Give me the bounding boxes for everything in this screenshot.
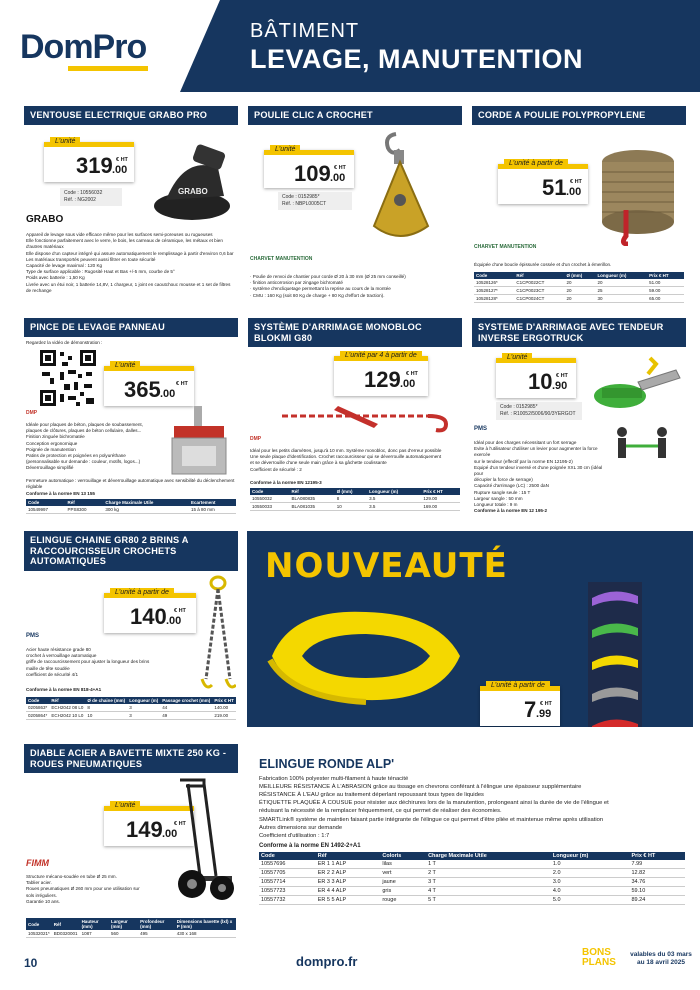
cell: 30 xyxy=(595,295,647,303)
cell: 3.5 xyxy=(367,503,421,511)
cell: 51.00 xyxy=(647,279,684,287)
price-card xyxy=(480,682,560,726)
table-row xyxy=(259,887,685,896)
spec-table xyxy=(26,918,236,938)
price-currency: € HT xyxy=(176,381,188,387)
page-header xyxy=(0,0,700,92)
price-integer: 51 xyxy=(542,175,567,200)
price-cents: .90 xyxy=(552,380,568,392)
panel-clamp-image xyxy=(164,406,234,478)
cell: 1087 xyxy=(80,930,109,938)
product-diable[interactable] xyxy=(24,744,238,944)
table-row xyxy=(474,287,684,295)
cell: BD0320001 xyxy=(53,931,78,936)
price-currency: € HT xyxy=(174,821,186,827)
cell: 4.0 xyxy=(551,887,630,896)
logo-underline xyxy=(68,66,148,71)
table-row xyxy=(26,704,236,712)
product-title: SYSTEME D'ARRIMAGE AVEC TENDEUR INVERSE ERGOTRUCK xyxy=(472,318,686,347)
category-subtitle: BÂTIMENT xyxy=(250,20,360,42)
cell: ER 3 3 ALP xyxy=(316,878,381,887)
cell: BLA080835 xyxy=(289,495,334,503)
cell: 10549997 xyxy=(26,506,66,514)
cell: 10550032 xyxy=(250,495,289,503)
cell: 59.10 xyxy=(630,887,686,896)
price-cents: .00 xyxy=(160,388,176,400)
desc-line: ÉTIQUETTE PLAQUÉE À COUSUE pour résister aux déchirures lors de la manutention, prolongeant ainsi la durée de vie de l'élingue et xyxy=(259,800,609,807)
desc-line: coefficient de sécurité 4/1 xyxy=(26,671,79,677)
cell: 10532021* xyxy=(28,931,50,936)
cell: 20 xyxy=(565,287,596,295)
table-row xyxy=(250,495,460,503)
cell: 15 à 80 mm xyxy=(189,506,236,514)
product-description xyxy=(26,422,162,472)
col-header: Prix € HT xyxy=(421,488,460,495)
logo-area xyxy=(0,0,190,92)
col-header: Longueur (m) xyxy=(551,852,630,860)
cell: 20 xyxy=(565,295,596,303)
price-integer: 149 xyxy=(126,817,163,842)
price-cents: .00 xyxy=(112,164,128,176)
website-link[interactable]: dompro.fr xyxy=(296,954,358,969)
desc-line: Largeur sangle : 50 mm xyxy=(474,495,523,501)
cell: gris xyxy=(380,887,426,896)
cell: 0205864* xyxy=(26,712,49,720)
table-row xyxy=(474,279,684,287)
col-header: Prix € HT xyxy=(212,697,236,704)
cell: ECH2042 08 L0 xyxy=(49,704,85,712)
cell: vert xyxy=(380,869,426,878)
desc-line: SMARTLink® système de maintien faisant partie intégrante de l'élingue ce qui permet d'être pliée et maintenue même après utilisation xyxy=(259,816,604,823)
new-banner-title: NOUVEAUTÉ xyxy=(265,546,508,586)
brand-logo-grabo: GRABO xyxy=(26,214,64,225)
price-card xyxy=(498,160,588,204)
table-row xyxy=(26,930,236,938)
cell: 2.0 xyxy=(551,869,630,878)
price-card xyxy=(496,354,576,398)
ref-text: Réf. : NBPL0005CT xyxy=(282,201,327,207)
price-unit-tag: L'unité xyxy=(110,361,140,370)
col-header: Charge Maximale Utile xyxy=(103,499,189,506)
col-header: Code xyxy=(474,272,514,279)
price-currency: € HT xyxy=(540,701,552,707)
cell: PPS8300 xyxy=(66,506,104,514)
cell: ER 1 1 ALP xyxy=(316,860,381,869)
price-integer: 140 xyxy=(130,604,167,629)
price-integer: 319 xyxy=(76,153,113,178)
desc-line: Fabrication 100% polyester multi-filament à haute ténacité xyxy=(259,776,409,782)
col-header: Longueur (m) xyxy=(595,272,647,279)
col-header: Ø (mm) xyxy=(335,488,367,495)
product-title: DIABLE ACIER A BAVETTE MIXTE 250 KG - ROUES PNEUMATIQUES xyxy=(24,744,238,773)
cell: ER 5 5 ALP xyxy=(316,896,381,905)
rope-coil-image xyxy=(596,140,682,246)
price-card xyxy=(104,589,196,633)
desc-line: Type de surface applicable : Rugosité Haut et Bas +/-5 mm, courbe de 5° xyxy=(26,269,175,275)
cell: 89.24 xyxy=(630,896,686,905)
cell: 25 xyxy=(595,287,647,295)
price-card xyxy=(334,352,428,396)
cell: rouge xyxy=(380,896,426,905)
brand-logo-dmp: DMP xyxy=(250,436,262,442)
desc-line: Evite à l'utilisateur d'utiliser un levier pour augmenter la force exercée xyxy=(474,446,598,458)
cell: lilas xyxy=(380,860,426,869)
product-title: CORDE A POULIE POLYPROPYLENE xyxy=(472,106,686,125)
svg-text:GRABO: GRABO xyxy=(178,187,208,196)
product-elingue-chaine[interactable] xyxy=(24,531,238,739)
brand-logo-dmp: DMP xyxy=(26,410,38,416)
desc-line: Idéale pour plaques de béton, plaques de soubassement, xyxy=(26,422,143,427)
page-title: LEVAGE, MANUTENTION xyxy=(250,44,583,74)
cell: 3 T xyxy=(426,878,551,887)
product-pince[interactable] xyxy=(24,318,238,524)
desc-line: (personnalisable sur demande : couleur, motifs, logos...) xyxy=(26,459,141,465)
norm-text: Conforme à la norme EN 818-4+A1 xyxy=(26,687,102,692)
cell: 65.00 xyxy=(647,295,684,303)
cell: 12.82 xyxy=(630,869,686,878)
price-card xyxy=(264,146,354,188)
brand-logo-charvet: CHARVET MANUTENTION xyxy=(250,256,313,262)
cell: 495 xyxy=(138,930,175,938)
col-header: Charge Maximale Utile xyxy=(426,852,551,860)
col-header: Dimensions bavette (lxl) x P (mm) xyxy=(175,918,236,930)
desc-line: Elle fonctionne parfaitement avec le verre, le bois, les carreaux de céramique, les métaux et bien d'autres matériaux xyxy=(26,238,223,250)
norm-text: Conforme à la norme EN 13 155 xyxy=(26,491,95,496)
color-swatches-image xyxy=(588,582,642,742)
price-unit-tag: L'unité xyxy=(270,145,300,154)
brand-logo-fimm: FIMM xyxy=(26,858,49,868)
spec-table xyxy=(26,499,236,514)
cell: 20 xyxy=(565,279,596,287)
chain-sling-image xyxy=(200,575,236,695)
desc-line: MEILLEURE RÉSISTANCE À L'ABRASION grâce au tissage en chevrons conférant à l'élingue une épaisseur supplémentaire xyxy=(259,784,582,791)
cell: 7.99 xyxy=(630,860,686,869)
col-header: Profondeur (mm) xyxy=(138,918,175,930)
cell: 5 T xyxy=(426,896,551,905)
cell: 129.00 xyxy=(421,495,460,503)
price-card xyxy=(104,362,194,406)
cell: 10557696 xyxy=(259,860,316,869)
cell: 300 kg xyxy=(103,506,189,514)
price-unit-tag: L'unité à partir de xyxy=(486,681,550,690)
new-product-details xyxy=(247,727,693,942)
col-header: Ecartement xyxy=(189,499,236,506)
price-cents: .99 xyxy=(536,708,552,720)
desc-line: Rupture sangle seule : 15 T xyxy=(474,489,531,495)
price-unit-tag: L'unité à partir de xyxy=(110,588,174,597)
page-number: 10 xyxy=(24,956,38,970)
col-header: Prix € HT xyxy=(630,852,686,860)
desc-line: et se déverrouille d'une seule main grâce à sa gâchette coulissante xyxy=(250,460,387,466)
product-description xyxy=(259,775,689,840)
cell: 3 xyxy=(127,704,160,712)
price-currency: € HT xyxy=(174,608,186,614)
product-tendeur[interactable] xyxy=(472,318,686,524)
desc-line: Elle dispose d'un capteur intégré qui assure automatiquement le remplissage à partir d'environ 0,6 bar xyxy=(26,250,234,256)
desc-line: · finition anticorrosion par zingage bichromaté xyxy=(250,280,343,286)
deals-badge: BONS PLANS xyxy=(582,947,616,968)
cell: jaune xyxy=(380,878,426,887)
col-header: Code xyxy=(26,918,52,930)
col-header: Code xyxy=(26,499,66,506)
col-header: Ø de chaine (mm) xyxy=(85,697,127,704)
price-unit-tag: L'unité xyxy=(110,801,140,810)
cell: 59.00 xyxy=(647,287,684,295)
desc-line: Autres dimensions sur demande xyxy=(259,824,343,831)
desc-line: Structure mécano-soudée en tube Ø 25 mm. xyxy=(26,874,117,879)
cell: 140.00 xyxy=(212,704,236,712)
desc-line: griffe de raccourcissement pour ajuster la longueur des brins xyxy=(26,659,150,665)
desc-line: Finition zinguée bichromatée xyxy=(26,434,85,440)
price-unit-tag: L'unité xyxy=(502,353,532,362)
desc-line: Tablier acier. xyxy=(26,880,52,886)
desc-line: Equipé d'un tendeur inversé et d'une poignée XXL 30 cm (idéal pour xyxy=(474,464,603,476)
cell: C1CP0024CT xyxy=(514,295,564,303)
price-integer: 365 xyxy=(124,377,161,402)
product-title: ELINGUE CHAINE GR80 2 BRINS A RACCOURCISSEUR CROCHETS AUTOMATIQUES xyxy=(24,531,238,571)
cell: 34.76 xyxy=(630,878,686,887)
product-title: VENTOUSE ELECTRIQUE GRABO PRO xyxy=(24,106,238,125)
product-description xyxy=(250,448,460,473)
cell: 169.00 xyxy=(421,503,460,511)
desc-line: · CMU : 160 Kg (soit 80 Kg de charge + 80 Kg d'effort de traction). xyxy=(250,292,385,298)
desc-line: Les matériaux transportés peuvent aussi filtrer en toute sécurité xyxy=(26,256,156,262)
desc-line: Roues pneumatiques Ø 260 mm pour une utilisation sur xyxy=(26,886,140,892)
desc-line: Longueur totale : 9 m xyxy=(474,501,518,507)
brand-logo-pms: PMS xyxy=(474,426,488,432)
code-text: Code : 0152985* xyxy=(282,194,320,200)
cell: 8 xyxy=(85,704,127,712)
col-header: Passage crochet (mm) xyxy=(160,697,212,704)
col-header: Longueur (m) xyxy=(367,488,421,495)
price-unit-tag: L'unité par 4 à partir de xyxy=(340,351,422,360)
ratchet-strap-image xyxy=(590,348,682,418)
cell: 10528128* xyxy=(474,295,514,303)
spec-table xyxy=(259,852,685,905)
product-description xyxy=(474,440,606,508)
price-currency: € HT xyxy=(406,371,418,377)
video-label: Regardez la vidéo de démonstration : xyxy=(26,340,103,345)
product-code xyxy=(496,402,582,420)
table-row xyxy=(259,869,685,878)
cell: ER 2 2 ALP xyxy=(316,869,381,878)
price-cents: .00 xyxy=(330,172,346,184)
cell: 8 xyxy=(335,495,367,503)
cell: 0205863* xyxy=(26,704,49,712)
table-row xyxy=(259,896,685,905)
price-integer: 129 xyxy=(364,367,401,392)
cell: 10557705 xyxy=(259,869,316,878)
cell: C1CP0023CT xyxy=(514,287,564,295)
round-sling-image xyxy=(262,590,472,720)
cell: 10557723 xyxy=(259,887,316,896)
desc-line: Poignée de manutention xyxy=(26,446,76,452)
brand-logo-charvet: CHARVET MANUTENTION xyxy=(474,244,537,250)
col-header: Réf xyxy=(316,852,381,860)
price-cents: .00 xyxy=(400,378,416,390)
cell: C1CP0022CT xyxy=(514,279,564,287)
product-ventouse[interactable] xyxy=(24,106,238,314)
cell: 10550033 xyxy=(250,503,289,511)
price-integer: 10 xyxy=(528,369,553,394)
desc-line: Idéal pour les petits diamètres, jusqu'à 10 mm. Système monobloc, donc pas d'erreur possible xyxy=(250,448,442,453)
cell: 44 xyxy=(160,704,212,712)
col-header: Réf xyxy=(52,918,80,930)
cell: 2 T xyxy=(426,869,551,878)
code-text: Code : 10556032 xyxy=(64,190,103,196)
desc-line: Coefficient d'utilisation : 1:7 xyxy=(259,832,330,839)
desc-line: Capacité de levage maximal : 120 Kg xyxy=(26,262,103,268)
desc-line: · Poulie de renvoi de chantier pour corde Ø 20 à 30 mm (Ø 25 mm conseillé) xyxy=(250,274,406,279)
price-integer: 7 xyxy=(524,697,537,722)
cell: 3.5 xyxy=(367,495,421,503)
cell: 10 xyxy=(85,712,127,720)
norm-text: Conforme à la norme EN 12195-3 xyxy=(250,480,322,485)
price-integer: 109 xyxy=(294,161,331,186)
price-cents: .00 xyxy=(166,615,182,627)
product-description-extra: Fermeture automatique : verrouillage et déverrouillage automatique avec sensibilité du déclenchement réglable xyxy=(26,478,235,490)
usage-diagram-image xyxy=(608,422,682,472)
product-blokmi[interactable] xyxy=(248,318,462,524)
price-currency: € HT xyxy=(116,157,128,163)
desc-line: Idéal pour des charges nécessitant un fort serrage xyxy=(474,440,577,445)
cell: 5.0 xyxy=(551,896,630,905)
spec-table xyxy=(474,272,684,303)
price-unit-tag: L'unité à partir de xyxy=(504,159,568,168)
desc-line: Patins de protection et poignées en polyuréthane xyxy=(26,452,126,458)
spec-table xyxy=(26,697,236,720)
product-description xyxy=(26,647,196,678)
cell: 4 T xyxy=(426,887,551,896)
desc-line: Capacité d'arrimage (LC) : 2500 daN xyxy=(474,483,549,489)
product-description: Équipée d'une boucle épissurée cossée et d'un crochet à émerillon. xyxy=(474,262,612,267)
hand-truck-image xyxy=(170,776,236,902)
col-header: Largeur (mm) xyxy=(109,918,138,930)
desc-line: Garantie 10 ans. xyxy=(26,898,60,904)
price-currency: € HT xyxy=(570,179,582,185)
table-row xyxy=(259,878,685,887)
desc-line: maille de tête soudée xyxy=(26,665,70,671)
product-title: SYSTÈME D'ARRIMAGE MONOBLOC BLOKMI G80 xyxy=(248,318,462,347)
cell: 10557714 xyxy=(259,878,316,887)
table-row xyxy=(250,503,460,511)
table-row xyxy=(474,295,684,303)
col-header: Réf xyxy=(289,488,334,495)
desc-line: Une seule plaque d'identification. Crochet raccourcisseur qui se déverrouille automatiquement xyxy=(250,454,442,460)
desc-line: Acier haute résistance grade 80 xyxy=(26,647,91,652)
cell: 20 xyxy=(595,279,647,287)
desc-line: Conception ergonomique xyxy=(26,440,78,446)
price-unit-tag: L'unité xyxy=(50,137,80,146)
cell: 1 T xyxy=(426,860,551,869)
product-description xyxy=(26,232,234,294)
code-text: Code : 0152985* xyxy=(500,404,538,410)
col-header: Réf xyxy=(49,697,85,704)
cell: BLA081035 xyxy=(289,503,334,511)
ref-text: Réf. : NG2002 xyxy=(64,197,96,203)
desc-line: Poids avec batterie : 1,50 Kg xyxy=(26,275,85,281)
suction-cup-image xyxy=(144,130,234,226)
table-row xyxy=(259,860,685,869)
col-header: Hauteur (mm) xyxy=(80,918,109,930)
cell: ECH2042 10 L0 xyxy=(49,712,85,720)
cell: 10 xyxy=(335,503,367,511)
product-code xyxy=(278,192,352,210)
norm-text: Conforme à la norme EN 12 195-2 xyxy=(474,508,548,513)
col-header: Prix € HT xyxy=(647,272,684,279)
desc-line: crochet à verrouillage automatique xyxy=(26,653,97,659)
cell: 10528127* xyxy=(474,287,514,295)
desc-line: plaques de clôtures, plaques de béton cellulaire, dalles... xyxy=(26,428,142,434)
table-row xyxy=(26,712,236,720)
col-header: Réf xyxy=(66,499,104,506)
col-header: Code xyxy=(26,697,49,704)
cell: 1.0 xyxy=(551,860,630,869)
qr-code-icon[interactable] xyxy=(38,348,98,408)
cell: 49 xyxy=(160,712,212,720)
chain-binder-image xyxy=(278,394,458,434)
desc-line: Déverrouillage simplifié xyxy=(26,465,74,471)
product-poulie[interactable] xyxy=(248,106,462,314)
col-header: Coloris xyxy=(380,852,426,860)
price-cents: .00 xyxy=(162,828,178,840)
cell: 3 xyxy=(127,712,160,720)
brand-logo[interactable]: DomPro xyxy=(20,28,147,66)
price-card xyxy=(44,138,134,182)
product-description xyxy=(250,274,458,299)
price-cents: .00 xyxy=(566,186,582,198)
desc-line: réduisant la nécessité de la remplacer fréquemment, ce qui permet de réaliser des économies. xyxy=(259,808,502,815)
col-header: Code xyxy=(259,852,316,860)
cell: 10528126* xyxy=(474,279,514,287)
price-currency: € HT xyxy=(556,373,568,379)
spec-table xyxy=(250,488,460,511)
desc-line: Livrée avec un étui noir, 1 batterie 14,8V, 1 chargeur, 1 joint en caoutchouc mousse et 1 set de filtres de rechange xyxy=(26,281,231,293)
product-title: PINCE DE LEVAGE PANNEAU xyxy=(24,318,238,337)
desc-line: décupler la force de serrage) xyxy=(474,477,533,483)
desc-line: sols irréguliers. xyxy=(26,892,57,898)
cell: 3.0 xyxy=(551,878,630,887)
validity-dates: valables du 03 mars au 18 avril 2025 xyxy=(630,951,692,967)
product-code xyxy=(60,188,122,206)
desc-line: · système d'encliquetage permettant la reprise au cours de la montée xyxy=(250,286,391,292)
ref-text: Réf. : R10052/5006/90/3YERGOT xyxy=(500,411,576,417)
product-corde[interactable] xyxy=(472,106,686,314)
cell: 560 xyxy=(109,930,138,938)
cell: 219.00 xyxy=(212,712,236,720)
norm-text: Conforme à la norme EN 1492-2+A1 xyxy=(259,843,361,849)
table-row xyxy=(26,506,236,514)
col-header: Ø (mm) xyxy=(565,272,596,279)
cell: ER 4 4 ALP xyxy=(316,887,381,896)
col-header: Longueur (m) xyxy=(127,697,160,704)
desc-line: Coefficient de sécurité : 2 xyxy=(250,466,302,472)
desc-line: sur le tendeur (effectif par la norme EN 12195-2) xyxy=(474,458,573,464)
cell: 430 x 168 xyxy=(175,930,236,938)
price-currency: € HT xyxy=(334,165,346,171)
product-title: POULIE CLIC A CROCHET xyxy=(248,106,462,125)
product-description xyxy=(26,874,166,905)
pulley-image xyxy=(366,130,436,250)
desc-line: Appareil de levage sous vide efficace même pour les surfaces semi-poreuses ou rugueuses xyxy=(26,232,213,237)
brand-logo-pms: PMS xyxy=(26,633,40,639)
new-product-title: ELINGUE RONDE ALP' xyxy=(259,757,395,771)
desc-line: RÉSISTANCE À L'EAU grâce au traitement déperlant repoussant tous types de liquides xyxy=(259,792,484,799)
cell: 10557732 xyxy=(259,896,316,905)
col-header: Réf xyxy=(514,272,564,279)
col-header: Code xyxy=(250,488,289,495)
